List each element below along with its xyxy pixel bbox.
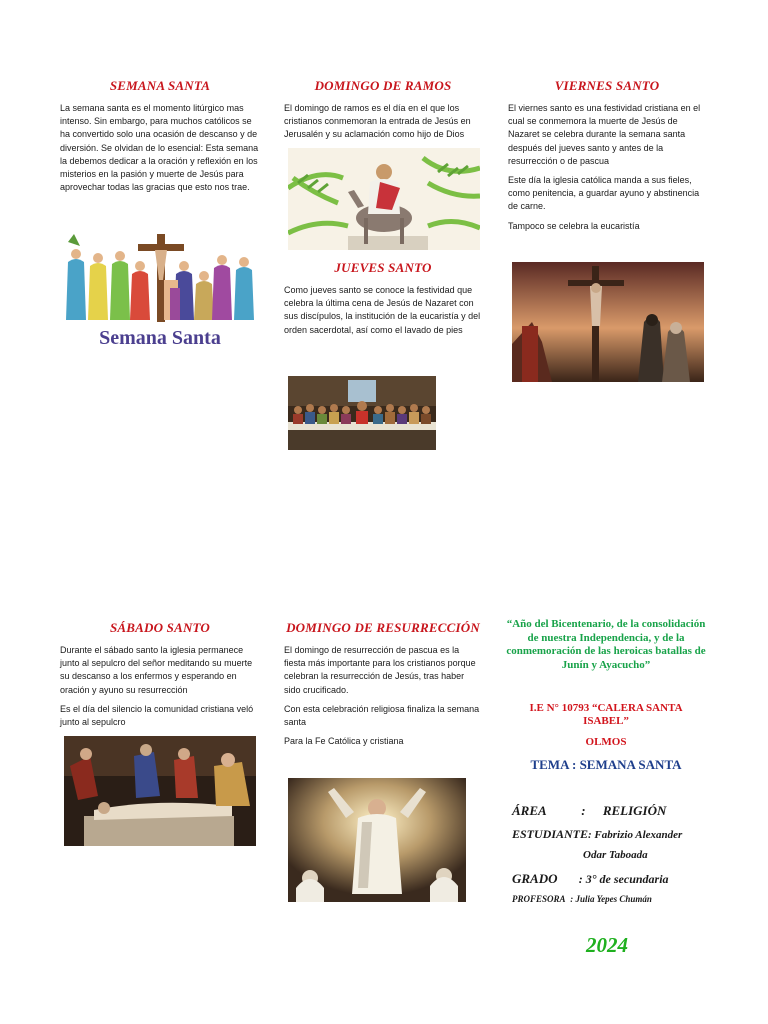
school-name-line-1: I.E N° 10793 “CALERA SANTA: [529, 702, 683, 714]
teacher-value: : Julia Yepes Chumán: [570, 894, 652, 904]
section-text-1: El domingo de resurrección de pascua es la fiesta más importante para los cristianos porque celebran la resurrección de Jesús, tras haber sido crucificado.: [284, 645, 476, 695]
jueves-santo-image: [288, 376, 436, 450]
sabado-santo-image: [64, 736, 256, 846]
student-value-1: : Fabrizio Alexander: [588, 829, 683, 841]
section-title: JUEVES SANTO: [334, 260, 432, 275]
semana-santa-logo-text: Semana Santa: [99, 327, 221, 349]
section-title: DOMINGO DE RESURRECCIÓN: [286, 620, 480, 635]
section-text-2: Con esta celebración religiosa finaliza la semana santa: [284, 703, 480, 728]
section-text-1: El viernes santo es una festividad cristiana en el cual se conmemora la muerte de Jesús de Nazaret se celebra durante la semana santa después del jueves santo y antes de la resurrección o de pascua: [508, 103, 701, 166]
semana-santa-logo-image: [62, 232, 258, 354]
school-location: OLMOS: [585, 736, 627, 748]
section-domingo-ramos: [284, 78, 482, 148]
anniversary-motto: “Año del Bicentenario, de la consolidación de nuestra Independencia, y de la conmemoración de las heroicas batallas de Junín y Ayacucho”: [506, 618, 706, 671]
section-text-1: Durante el sábado santo la iglesia permanece junto al sepulcro del señor meditando su muerte su descanso a los enfermos y esperando en oración y ayuno su resurrección: [60, 645, 253, 695]
teacher-label: PROFESORA: [512, 894, 566, 904]
area-value: RELIGIÓN: [602, 803, 667, 818]
section-jueves-santo: [284, 260, 482, 343]
school-name-line-2: ISABEL”: [583, 715, 629, 727]
section-text-3: Para la Fe Católica y cristiana: [284, 736, 404, 747]
section-text-2: Este día la iglesia católica manda a sus fieles, como penitencia, a guardar ayuno y abstinencia de carne.: [508, 175, 700, 212]
grade-row: [512, 871, 669, 887]
student-value-2: Odar Taboada: [583, 849, 648, 861]
student-row: [512, 827, 682, 842]
year: 2024: [586, 933, 628, 957]
section-text-3: Tampoco se celebra la eucaristía: [508, 220, 640, 231]
section-title: VIERNES SANTO: [554, 78, 660, 93]
domingo-ramos-image: [288, 148, 480, 250]
section-sabado-santo: [60, 620, 260, 735]
area-label: ÁREA: [512, 803, 546, 818]
school-name: [506, 702, 706, 728]
section-semana-santa: [60, 78, 260, 200]
domingo-resurreccion-image: [288, 778, 466, 902]
viernes-santo-image: [512, 262, 704, 382]
grade-label: GRADO: [512, 871, 558, 886]
area-separator: :: [581, 803, 586, 818]
section-title: SEMANA SANTA: [109, 78, 211, 93]
section-text: El domingo de ramos es el día en el que los cristianos conmemoran la entrada de Jesús en Jerusalén y su aclamación como hijo de Dios: [284, 103, 471, 140]
section-title: DOMINGO DE RAMOS: [314, 78, 452, 93]
area-row: [512, 803, 666, 819]
section-text: Como jueves santo se conoce la festividad que celebra la última cena de Jesús de Nazaret con sus discípulos, la institución de la eucaristía y del orden sacerdotal, así como el lavado de pies: [284, 285, 481, 335]
section-text: La semana santa es el momento litúrgico mas intenso. Sin embargo, para muchos católicos se ha convertido solo una ocasión de descanso y de diversión. Se olvidan de lo esencial: Esta semana la debemos dedicar a la oración y reflexión en los misterios en la pasión y muerte de Jesús para aprovechar todas las gracias que esto nos trae.: [60, 103, 259, 193]
section-title: SÁBADO SANTO: [109, 620, 211, 635]
grade-value: : 3° de secundaria: [578, 872, 669, 886]
section-text-2: Es el día del silencio la comunidad cristiana veló junto al sepulcro: [60, 703, 254, 728]
teacher-row: [512, 894, 652, 904]
student-label: ESTUDIANTE: [512, 827, 589, 841]
topic-heading: TEMA : SEMANA SANTA: [530, 757, 682, 772]
section-viernes-santo: [508, 78, 706, 239]
section-domingo-resurreccion: [284, 620, 482, 754]
cover-panel: [506, 618, 706, 672]
